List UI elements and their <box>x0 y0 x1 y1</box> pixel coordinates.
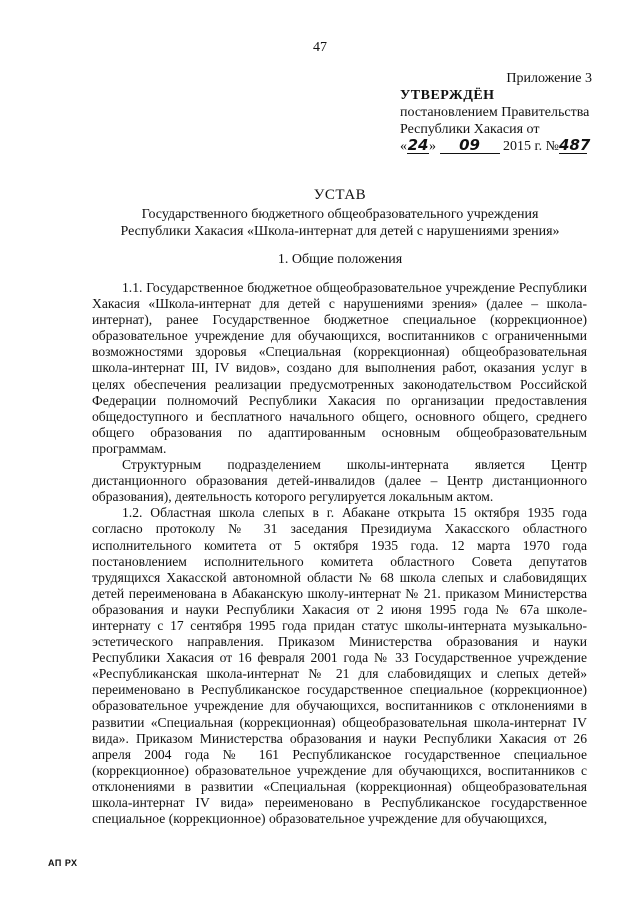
document-title: УСТАВ <box>313 187 367 203</box>
section-title: 1. Общие положения <box>277 252 403 267</box>
paragraph-structural-unit: Структурным подразделением школы-интерната является Центр дистанционного образования детей-инвалидов (далее – Центр дистанционного образования), деятельность которого регулируется локальным актом. <box>92 457 587 505</box>
handwritten-doc-number: 487 <box>559 136 591 154</box>
approval-line-1: постановлением Правительства <box>400 105 590 120</box>
paragraph-1-2: 1.2. Областная школа слепых в г. Абакане открыта 15 октября 1935 года согласно протоколу № 31 заседания Президиума Хакасского областного исполнительного комитета от 5 октября 1935 года. 12 марта 1970 года постановлением исполнительного комитета областного Совета депутатов трудящихся Хакасской автономной области № 68 школа слепых и слабовидящих детей переименована в Абаканскую школу-интернат № 21. приказом Министерства образования и науки Республики Хакасия от 2 июня 1995 года № 67а школе-интернату с 17 сентября 1995 года придан статус школы-интерната музыкально-эстетического направления. Приказом Министерства образования и науки Республики Хакасия от 16 февраля 2001 года № 33 Государственное учреждение «Республиканская школа-интернат № 21 для слабовидящих и слепых детей» переименовано в Республиканское государственное специальное (коррекционное) образовательное учреждение для обучающихся, воспитанников с отклонениями в развитии «Специальная (коррекционная) общеобразовательная школа-интернат IV вида». Приказом Министерства образования и науки Республики Хакасия от 26 апреля 2004 года № 161 Республиканское государственное специальное (коррекционное) образовательное учреждение для обучающихся, воспитанников с отклонениями в развитии «Специальная (коррекционная) общеобразовательная школа-интернат IV вида» переименовано в Республиканское государственное специальное (коррекционное) образовательное учреждение для обучающихся, <box>92 505 587 827</box>
archive-stamp-mark: АП РХ <box>48 858 78 868</box>
body-text <box>92 280 587 827</box>
page-number: 47 <box>313 40 327 55</box>
paragraph-1-1: 1.1. Государственное бюджетное общеобразовательное учреждение Республики Хакасия «Школа-интернат для детей с нарушениями зрения» (далее – школа-интернат), ранее Государственное бюджетное специальное (коррекционное) образовательное учреждение для обучающихся, воспитанников с ограниченными возможностями здоровья «Специальная (коррекционная) общеобразовательная школа-интернат III, IV видов», создано для выполнения работ, оказания услуг в целях обеспечения реализации предусмотренных законодательством Российской Федерации полномочий Республики Хакасия по организации предоставления общедоступного и бесплатного начального общего, основного общего, среднего общего образования по адаптированным основным общеобразовательным программам. <box>92 280 587 456</box>
approved-label: УТВЕРЖДЁН <box>400 88 495 103</box>
date-year: 2015 г. № <box>503 139 560 154</box>
date-close-quote: » <box>429 139 436 154</box>
document-subtitle-line-1: Государственного бюджетного общеобразовательного учреждения <box>141 207 539 222</box>
date-open-quote: « <box>400 139 407 154</box>
approval-line-2: Республики Хакасия от <box>400 122 540 137</box>
approval-block <box>400 70 620 155</box>
document-title-block <box>60 187 620 240</box>
document-subtitle-line-2: Республики Хакасия «Школа-интернат для детей с нарушениями зрения» <box>120 224 560 239</box>
handwritten-day: 24 <box>407 136 429 154</box>
appendix-label: Приложение 3 <box>506 71 592 86</box>
approval-date-line <box>400 138 620 155</box>
handwritten-month: 09 <box>440 138 500 154</box>
